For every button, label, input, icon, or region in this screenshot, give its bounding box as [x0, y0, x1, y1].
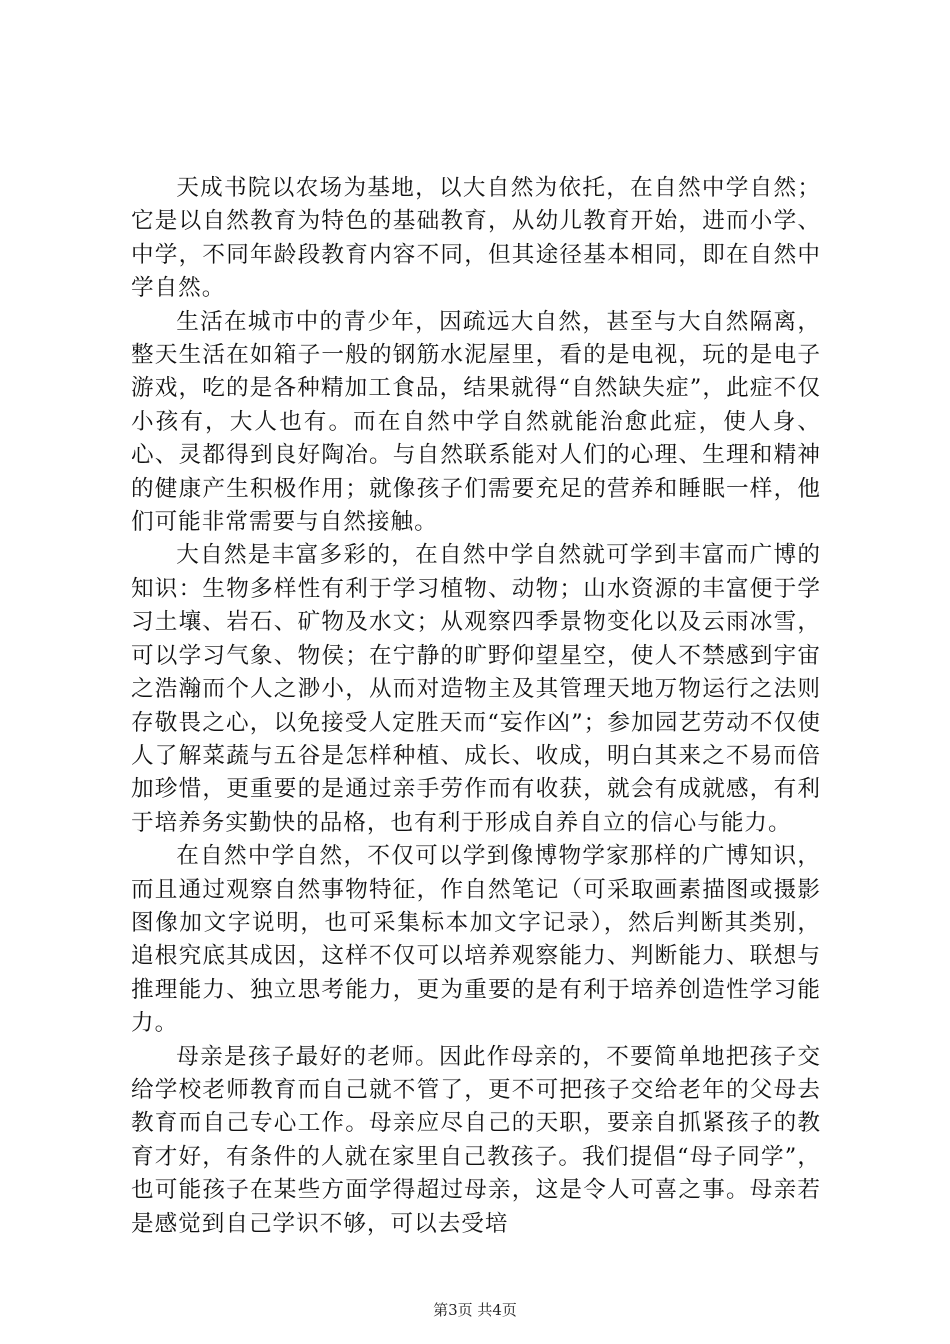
paragraph: 生活在城市中的青少年，因疏远大自然，甚至与大自然隔离，整天生活在如箱子一般的钢筋水泥屋里，看的是电视，玩的是电子游戏，吃的是各种精加工食品，结果就得“自然缺失症”，此症不仅小孩有，大人也有。而在自然中学自然就能治愈此症，使人身、心、灵都得到良好陶冶。与自然联系能对人们的心理、生理和精神的健康产生积极作用；就像孩子们需要充足的营养和睡眠一样，他们可能非常需要与自然接触。	[131, 308, 821, 536]
paragraph: 在自然中学自然，不仅可以学到像博物学家那样的广博知识，而且通过观察自然事物特征，作自然笔记（可采取画素描图或摄影图像加文字说明，也可采集标本加文字记录），然后判断其类别，追根究底其成因，这样不仅可以培养观察能力、判断能力、联想与推理能力、独立思考能力，更为重要的是有利于培养创造性学习能力。	[131, 843, 821, 1037]
paragraph: 大自然是丰富多彩的，在自然中学自然就可学到丰富而广博的知识：生物多样性有利于学习植物、动物；山水资源的丰富便于学习土壤、岩石、矿物及水文；从观察四季景物变化以及云雨冰雪，可以学习气象、物侯；在宁静的旷野仰望星空，使人不禁感到宇宙之浩瀚而个人之渺小，从而对造物主及其管理天地万物运行之法则存敬畏之心，以免接受人定胜天而“妄作凶”；参加园艺劳动不仅使人了解菜蔬与五谷是怎样种植、成长、收成，明白其来之不易而倍加珍惜，更重要的是通过亲手劳作而有收获，就会有成就感，有利于培养务实勤快的品格，也有利于形成自养自立的信心与能力。	[131, 542, 821, 836]
paragraph: 天成书院以农场为基地，以大自然为依托，在自然中学自然；它是以自然教育为特色的基础教育，从幼儿教育开始，进而小学、中学，不同年龄段教育内容不同，但其途径基本相同，即在自然中学自然。	[131, 175, 821, 302]
page-footer: 第3页 共4页	[433, 1301, 517, 1319]
paragraph: 母亲是孩子最好的老师。因此作母亲的，不要简单地把孩子交给学校老师教育而自己就不管了，更不可把孩子交给老年的父母去教育而自己专心工作。母亲应尽自己的天职，要亲自抓紧孩子的教育才好，有条件的人就在家里自己教孩子。我们提倡“母子同学”，也可能孩子在某些方面学得超过母亲，这是令人可喜之事。母亲若是感觉到自己学识不够，可以去受培	[131, 1043, 821, 1237]
document-body	[131, 172, 821, 1241]
